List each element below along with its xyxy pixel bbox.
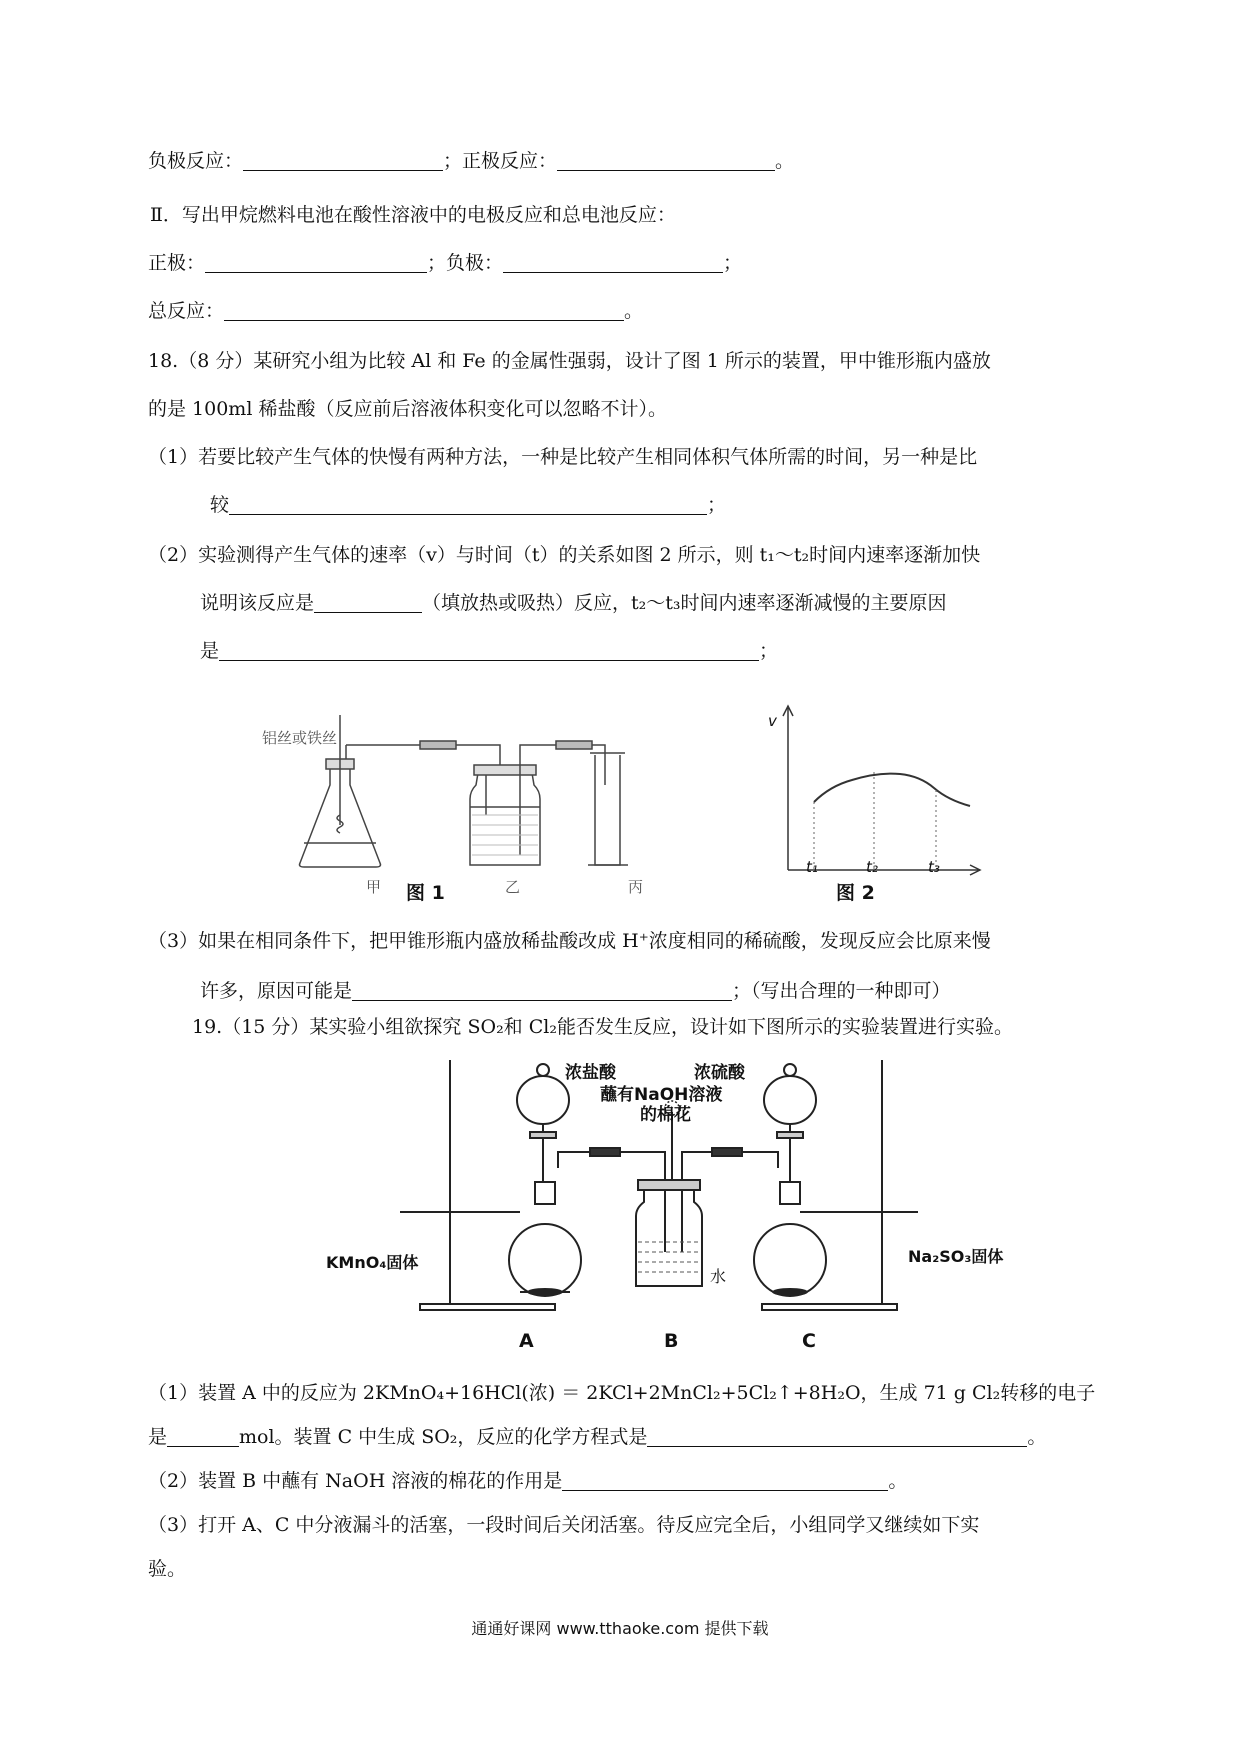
neg-reaction-label: 负极反应： [148,150,244,172]
q17-part2-text: Ⅱ．写出甲烷燃料电池在酸性溶液中的电极反应和总电池反应： [150,204,676,226]
q18-sub3-line1: （3）如果在相同条件下，把甲锥形瓶内盛放稀盐酸改成 H⁺浓度相同的稀硫酸，发现反应会比原来慢 [148,930,991,952]
q18-intro-1: 18.（8 分）某研究小组为比较 Al 和 Fe 的金属性强弱，设计了图 1 所示的装置，甲中锥形瓶内盛放 [148,350,991,372]
q18-sub2-line1: （2）实验测得产生气体的速率（v）与时间（t）的关系如图 2 所示，则 t₁～t₂时间内速率逐渐加快 [148,544,981,566]
flask-jia-label: 甲 [366,878,382,896]
neg-electrode-label: ；负极： [427,252,504,274]
answer-blank[interactable] [243,150,443,171]
figure-2-graph [770,700,990,880]
answer-blank[interactable] [205,252,427,273]
axis-v-label: v [768,712,777,730]
text: （填放热或吸热）反应，t₂～t₃时间内速率逐渐减慢的主要原因 [422,592,947,614]
answer-blank[interactable] [647,1426,1027,1447]
label-c: C [802,1330,816,1352]
answer-blank[interactable] [229,494,707,515]
text: ；（写出合理的一种即可） [732,980,951,1002]
q19-sub1-line2 [148,1424,1046,1450]
q18-intro-2: 的是 100ml 稀盐酸（反应前后溶液体积变化可以忽略不计）。 [148,398,667,420]
punct: 。 [775,150,795,172]
total-reaction-label: 总反应： [148,300,225,322]
q19-intro: 19.（15 分）某实验小组欲探究 SO₂和 Cl₂能否发生反应，设计如下图所示的实验装置进行实验。 [192,1016,1013,1038]
label-hcl: 浓盐酸 [565,1063,616,1083]
q19-sub1-line1: （1）装置 A 中的反应为 2KMnO₄+16HCl(浓) ＝ 2KCl+2MnCl₂+5Cl₂↑+8H₂O，生成 71 g Cl₂转移的电子 [148,1382,1096,1404]
tick-t1: t₁ [806,858,818,876]
text: 较 [210,494,230,516]
q19-sub2-line [148,1468,907,1494]
tick-t2: t₂ [866,858,878,876]
label-cotton-2: 的棉花 [640,1105,691,1125]
text: 是 [148,1426,168,1448]
page-footer: 通通好课网 www.tthaoke.com 提供下载 [471,1619,769,1638]
punct: 。 [1027,1426,1047,1448]
punct: ； [723,252,743,274]
label-water: 水 [710,1267,727,1286]
answer-blank[interactable] [557,150,775,171]
text: mol。装置 C 中生成 SO₂，反应的化学方程式是 [239,1426,648,1448]
answer-blank[interactable] [219,640,759,661]
text: 是 [200,640,220,662]
answer-blank[interactable] [167,1426,239,1447]
label-kmno4: KMnO₄固体 [326,1253,419,1272]
pos-reaction-label: ；正极反应： [443,150,558,172]
label-cotton-1: 蘸有NaOH溶液 [600,1085,723,1105]
q19-sub3-line1: （3）打开 A、C 中分液漏斗的活塞，一段时间后关闭活塞。待反应完全后，小组同学又继续如下实 [148,1514,980,1536]
punct: ； [759,640,779,662]
label-na2so3: Na₂SO₃固体 [908,1247,1004,1266]
text: （2）装置 B 中蘸有 NaOH 溶液的棉花的作用是 [148,1470,563,1492]
q18-sub2-line2 [200,590,947,616]
wire-label: 铝丝或铁丝 [262,729,338,747]
q18-sub1-line1: （1）若要比较产生气体的快慢有两种方法，一种是比较产生相同体积气体所需的时间，另一种是比 [148,446,978,468]
q17-negative-reaction-line [148,148,794,174]
figure-2-caption: 图 2 [836,882,875,904]
label-a: A [519,1330,534,1352]
q18-sub1-line2 [210,492,726,518]
q17-total-line [148,298,643,324]
answer-blank[interactable] [224,300,624,321]
answer-blank[interactable] [503,252,723,273]
punct: 。 [888,1470,908,1492]
punct: ； [707,494,727,516]
answer-blank[interactable] [352,980,732,1001]
label-b: B [664,1330,679,1352]
answer-blank[interactable] [562,1470,888,1491]
text: 许多，原因可能是 [200,980,353,1002]
q17-electrodes-line [148,250,742,276]
q18-sub2-line3 [200,638,778,664]
text: 说明该反应是 [200,592,315,614]
figure-1-caption: 图 1 [406,882,445,904]
answer-blank[interactable] [314,592,422,613]
punct: 。 [624,300,644,322]
tick-t3: t₃ [928,858,940,876]
pos-electrode-label: 正极： [148,252,206,274]
q18-sub3-line2 [200,978,951,1004]
label-h2so4: 浓硫酸 [694,1063,745,1083]
bottle-yi-label: 乙 [505,878,521,896]
q19-sub3-line2: 验。 [148,1558,187,1580]
cylinder-bing-label: 丙 [628,878,644,896]
